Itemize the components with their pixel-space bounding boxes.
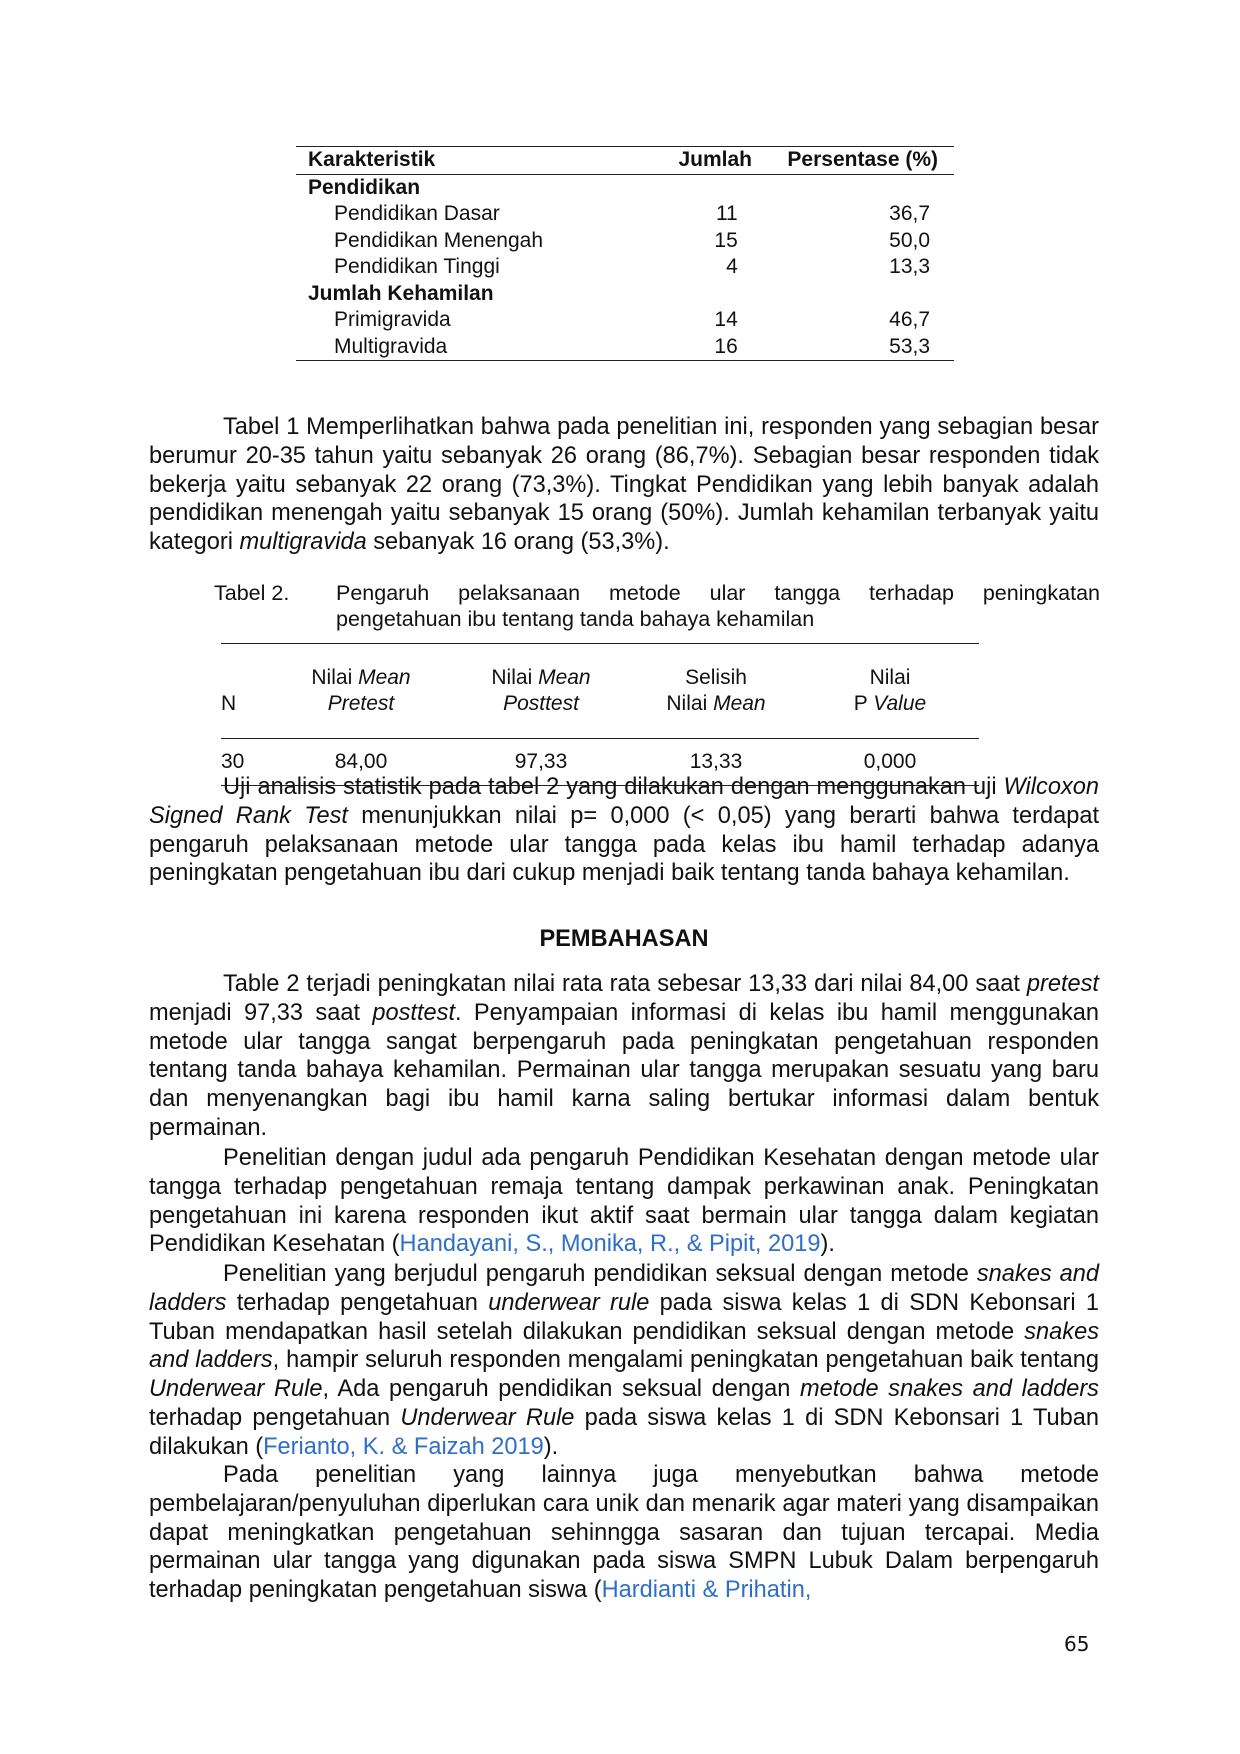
header-text: Nilai: [311, 666, 359, 689]
text: terhadap pengetahuan: [149, 1404, 401, 1431]
caption-label: Tabel 2.: [214, 581, 290, 605]
italic-text: pretest: [1026, 971, 1099, 997]
header-italic: Mean: [713, 692, 766, 715]
header-text: Selisih: [685, 666, 747, 689]
table-header-cell: [451, 665, 631, 717]
table-cell: 53,3: [889, 334, 931, 358]
caption-line: pengetahuan ibu tentang tanda bahaya kehamilan: [336, 607, 815, 631]
italic-text: snakes and ladders: [149, 1261, 1099, 1316]
table-cell: 46,7: [889, 308, 931, 331]
section-heading: PEMBAHASAN: [539, 926, 709, 952]
text: pada siswa kelas 1 di SDN Kebonsari 1 Tuban mendapatkan hasil setelah dilakukan pendidikan seksual dengan metode: [149, 1289, 1099, 1345]
table-header-cell: [631, 665, 801, 717]
table-header-cell: Karakteristik: [308, 148, 436, 171]
table-row: [296, 254, 954, 281]
italic-text: Wilcoxon Signed Rank Test: [149, 774, 1099, 829]
text: sebanyak 16 orang (53,3%).: [366, 529, 670, 556]
header-text: Nilai: [666, 692, 714, 715]
header-italic: Pretest: [327, 692, 395, 715]
section-title-kehamilan: Jumlah Kehamilan: [308, 281, 494, 305]
table-characteristics: [296, 146, 954, 361]
header-italic: Posttest: [503, 692, 579, 715]
table-header-row: [221, 644, 979, 738]
table-cell: 84,00: [334, 750, 388, 773]
table2-caption: [214, 580, 1100, 632]
citation-link[interactable]: Hardianti & Prihatin,: [601, 1577, 812, 1604]
paragraph-discussion-3: [149, 1260, 1099, 1462]
text: , Ada pengaruh pendidikan seksual dengan: [322, 1376, 800, 1403]
caption-line: Pengaruh pelaksanaan metode ular tangga terhadap peningkatan: [336, 581, 1100, 605]
text: menunjukkan nilai p= 0,000 (< 0,05) yang berarti bahwa terdapat pengaruh pelaksanaan metode ular tangga pada kelas ibu hamil terhadap adanya peningkatan pengetahuan ibu dari cukup menjadi baik tentang tanda bahaya kehamilan.: [149, 802, 1099, 887]
paragraph-discussion-2: [149, 1144, 1099, 1259]
paragraph-discussion-4: [149, 1461, 1099, 1605]
header-text: Nilai: [869, 666, 911, 689]
italic-text: multigravida: [239, 529, 367, 556]
italic-text: underwear rule: [488, 1289, 650, 1316]
header-italic: Mean: [358, 666, 411, 689]
text: Penelitian dengan judul ada pengaruh Pendidikan Kesehatan dengan metode ular tangga terhadap pengetahuan remaja tentang dampak perkawinan anak. Peningkatan pengetahuan ini karena responden ikut aktif saat bermain ular tangga dalam kegiatan Pendidikan Kesehatan (: [149, 1145, 1099, 1258]
text: Pada penelitian yang lainnya juga menyebutkan bahwa metode pembelajaran/penyuluhan diperlukan cara unik dan menarik agar materi yang disampaikan dapat meningkatkan pengetahuan sehinngga sasaran dan tujuan tercapai. Media permainan ular tangga yang digunakan pada siswa SMPN Lubuk Dalam berpengaruh terhadap peningkatan pengetahuan siswa (: [149, 1462, 1099, 1604]
table-row: [296, 307, 954, 334]
table-bottom-rule: [296, 360, 954, 361]
header-n: N: [221, 692, 237, 715]
paragraph-table1-summary: [149, 413, 1099, 557]
table-cell: 50,0: [889, 228, 931, 252]
table-cell: 4: [726, 255, 738, 278]
table-wilcoxon: [221, 643, 979, 786]
text: ).: [820, 1231, 835, 1258]
table-header-cell: Jumlah: [678, 148, 752, 171]
table-cell: 13,33: [689, 750, 743, 773]
text: Penelitian yang berjudul pengaruh pendidikan seksual dengan metode: [223, 1261, 977, 1287]
table-cell: 97,33: [514, 750, 568, 773]
paragraph-discussion-1: [149, 970, 1099, 1143]
citation-link[interactable]: Ferianto, K. & Faizah 2019: [263, 1433, 544, 1460]
table-cell: 15: [714, 228, 738, 252]
italic-text: snakes and ladders: [149, 1318, 1099, 1374]
table-header-cell: [221, 665, 271, 717]
table-cell: 36,7: [889, 202, 931, 225]
text: ).: [543, 1433, 559, 1460]
section-title-pendidikan: Pendidikan: [308, 175, 421, 199]
header-italic: Value: [873, 692, 927, 715]
header-text: P: [853, 692, 874, 715]
text: menjadi 97,33 saat: [149, 999, 373, 1026]
table-cell: Multigravida: [334, 334, 448, 358]
text: , hampir seluruh responden mengalami peningkatan pengetahuan baik tentang: [272, 1347, 1099, 1374]
table-header-cell: Persentase (%): [787, 148, 938, 171]
italic-text: posttest: [372, 999, 455, 1026]
table-cell: 30: [221, 750, 245, 773]
table-cell: Primigravida: [334, 308, 451, 331]
table-row: [296, 201, 954, 228]
table-section-title: [296, 175, 954, 202]
table-cell: 0,000: [863, 750, 917, 773]
text: Tabel 1 Memperlihatkan bahwa pada penelitian ini, responden yang sebagian besar berumur 20-35 tahun yaitu sebanyak 26 orang (86,7%). Sebagian besar responden tidak bekerja yaitu sebanyak 22 orang (73,3%). Tingkat Pendidikan yang lebih banyak adalah pendidikan menengah yaitu sebanyak 15 orang (50%). Jumlah kehamilan terbanyak yaitu kategori: [149, 414, 1099, 556]
table-header-row: [296, 147, 954, 174]
table-header-cell: [271, 665, 451, 717]
table-section-title: [296, 281, 954, 308]
text: Table 2 terjadi peningkatan nilai rata rata sebesar 13,33 dari nilai 84,00 saat: [223, 971, 1027, 997]
page-number: 65: [1064, 1632, 1090, 1656]
table-cell: Pendidikan Dasar: [334, 202, 500, 225]
text: . Penyampaian informasi di kelas ibu hamil menggunakan metode ular tangga sangat berpengaruh pada peningkatan pengetahuan responden tentang tanda bahaya kehamilan. Permainan ular tangga merupakan sesuatu yang baru dan menyenangkan bagi ibu hamil karna saling bertukar informasi dalam bentuk permainan.: [149, 999, 1099, 1141]
table-cell: 11: [715, 202, 738, 225]
table-cell: Pendidikan Menengah: [334, 228, 543, 252]
header-text: Nilai: [491, 666, 539, 689]
table-header-cell: [801, 665, 979, 717]
table-cell: 16: [714, 334, 738, 358]
italic-text: metode snakes and ladders: [799, 1376, 1099, 1403]
italic-text: Underwear Rule: [400, 1404, 575, 1431]
text: Uji analisis statistik pada tabel 2 yang dilakukan dengan menggunakan uji: [223, 774, 1004, 800]
table-row: [296, 334, 954, 361]
citation-link[interactable]: Handayani, S., Monika, R., & Pipit, 2019: [399, 1231, 821, 1258]
table-cell: 13,3: [889, 255, 931, 278]
text: pada siswa kelas 1 di SDN Kebonsari 1 Tuban dilakukan (: [149, 1404, 1099, 1460]
italic-text: Underwear Rule: [149, 1376, 323, 1403]
text: terhadap pengetahuan: [226, 1289, 489, 1316]
table-cell: Pendidikan Tinggi: [334, 255, 500, 278]
table-row: [296, 228, 954, 255]
paragraph-wilcoxon: [149, 773, 1099, 888]
table-cell: 14: [714, 308, 738, 331]
header-italic: Mean: [538, 666, 591, 689]
